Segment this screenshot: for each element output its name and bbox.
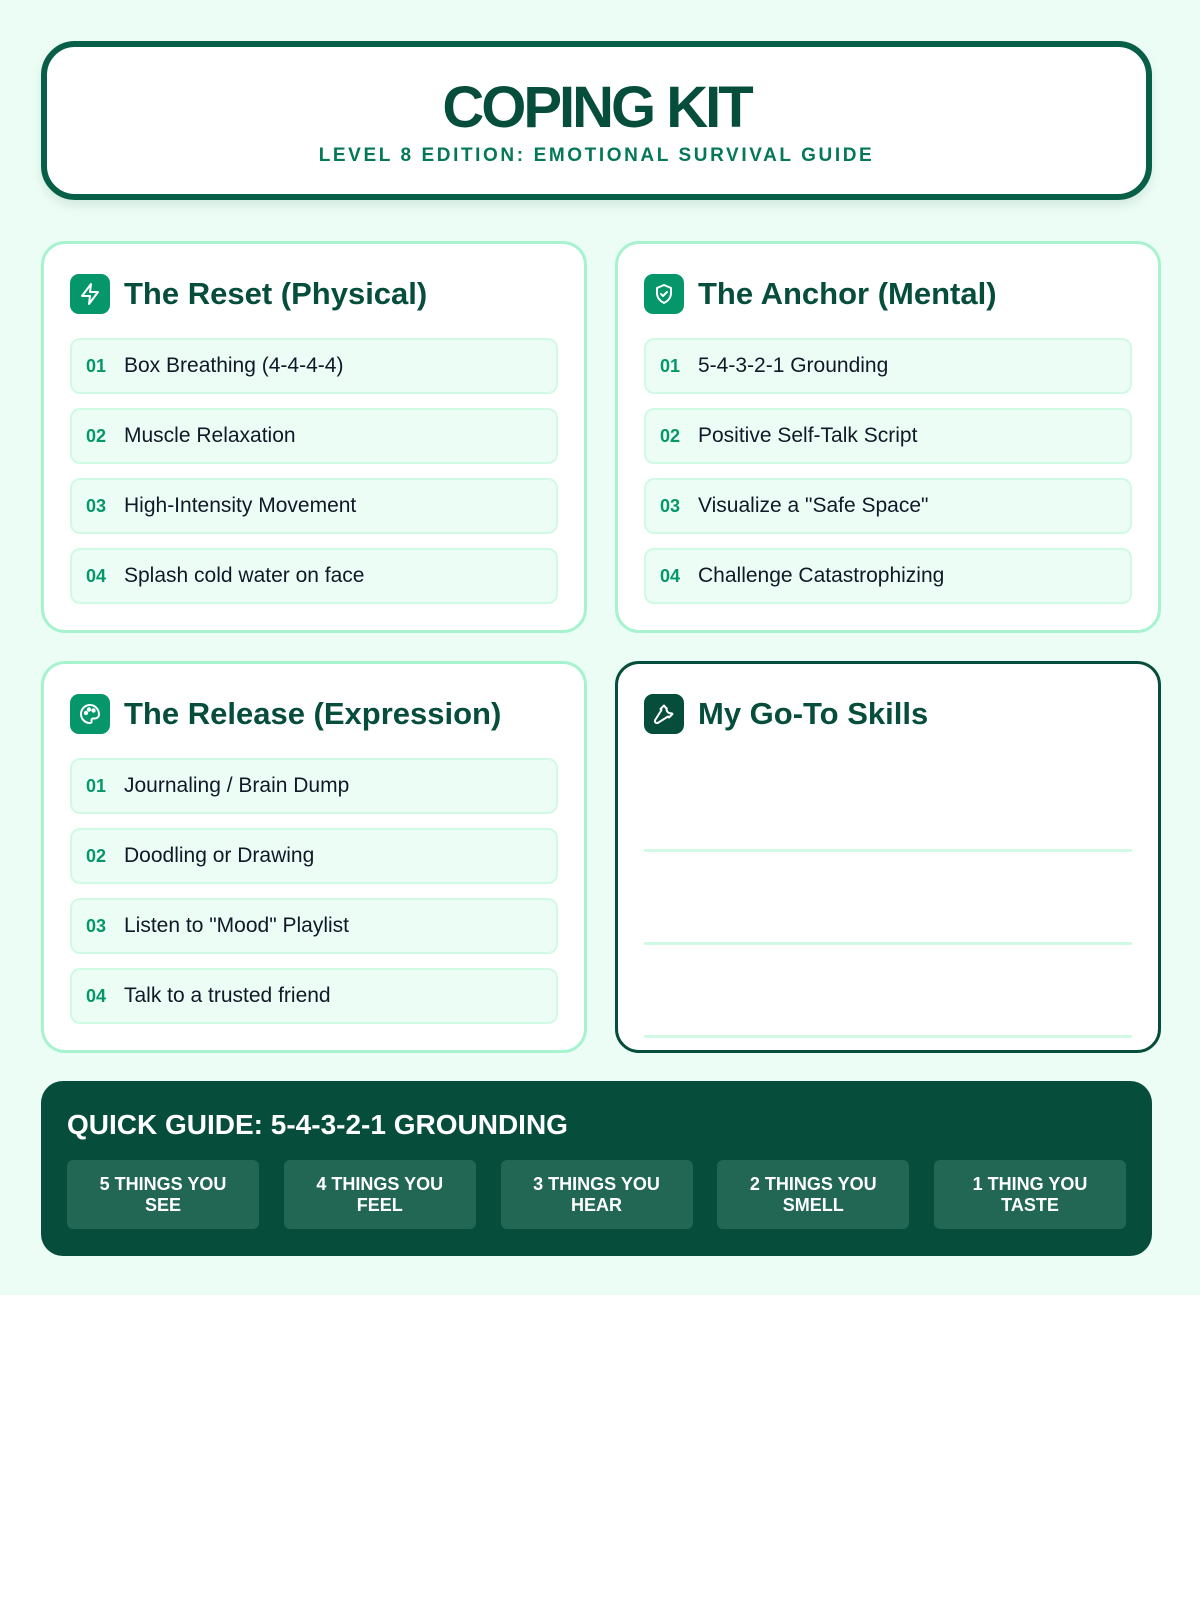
palette-icon <box>70 694 110 734</box>
item-number: 02 <box>86 845 107 866</box>
item-label: Journaling / Brain Dump <box>124 774 350 797</box>
item-number: 01 <box>86 355 107 376</box>
grounding-step: 4 THINGS YOU FEEL <box>284 1160 476 1229</box>
item-list <box>644 338 1132 618</box>
item-label: High-Intensity Movement <box>124 494 357 517</box>
writing-line[interactable] <box>644 948 1132 1038</box>
item-number: 04 <box>86 565 107 586</box>
list-item <box>70 338 558 394</box>
grounding-step: 2 THINGS YOU SMELL <box>717 1160 909 1229</box>
quick-guide-panel <box>41 1081 1152 1256</box>
item-number: 01 <box>86 775 107 796</box>
quick-guide-title: QUICK GUIDE: 5-4-3-2-1 GROUNDING <box>67 1109 568 1140</box>
list-item <box>70 968 558 1024</box>
card-header <box>70 274 427 314</box>
item-list <box>70 338 558 618</box>
item-number: 03 <box>86 915 107 936</box>
card-header <box>644 694 928 734</box>
item-number: 01 <box>660 355 681 376</box>
item-label: Splash cold water on face <box>124 564 365 587</box>
card-go-to-skills <box>615 661 1161 1053</box>
card-anchor <box>615 241 1161 633</box>
shield-check-icon <box>644 274 684 314</box>
card-title: The Release (Expression) <box>124 696 502 731</box>
item-label: Talk to a trusted friend <box>124 984 331 1007</box>
item-number: 04 <box>86 985 107 1006</box>
grounding-steps <box>67 1160 1126 1229</box>
grounding-step: 5 THINGS YOU SEE <box>67 1160 259 1229</box>
card-release <box>41 661 587 1053</box>
wrench-icon <box>644 694 684 734</box>
list-item <box>70 548 558 604</box>
list-item <box>644 338 1132 394</box>
item-number: 04 <box>660 565 681 586</box>
item-label: Positive Self-Talk Script <box>698 424 918 447</box>
list-item <box>70 758 558 814</box>
item-number: 02 <box>660 425 681 446</box>
item-number: 03 <box>660 495 681 516</box>
card-header <box>70 694 501 734</box>
item-label: Box Breathing (4-4-4-4) <box>124 354 344 377</box>
grounding-step: 1 THING YOU TASTE <box>934 1160 1126 1229</box>
item-label: 5-4-3-2-1 Grounding <box>698 354 889 377</box>
card-header <box>644 274 997 314</box>
card-title: My Go-To Skills <box>698 696 929 731</box>
list-item <box>644 408 1132 464</box>
card-title: The Anchor (Mental) <box>698 276 997 311</box>
item-number: 03 <box>86 495 107 516</box>
writing-line[interactable] <box>644 855 1132 945</box>
item-number: 02 <box>86 425 107 446</box>
item-label: Visualize a "Safe Space" <box>698 494 929 517</box>
writing-line[interactable] <box>644 762 1132 852</box>
item-label: Listen to "Mood" Playlist <box>124 914 350 937</box>
item-label: Challenge Catastrophizing <box>698 564 945 587</box>
grounding-step: 3 THINGS YOU HEAR <box>501 1160 693 1229</box>
card-title: The Reset (Physical) <box>124 276 428 311</box>
list-item <box>70 828 558 884</box>
lightning-icon <box>70 274 110 314</box>
writing-lines <box>644 762 1132 1041</box>
list-item <box>70 478 558 534</box>
item-label: Doodling or Drawing <box>124 844 315 867</box>
page-title: COPING KIT <box>442 75 751 140</box>
list-item <box>70 898 558 954</box>
list-item <box>644 478 1132 534</box>
list-item <box>70 408 558 464</box>
item-label: Muscle Relaxation <box>124 424 296 447</box>
page-subtitle: LEVEL 8 EDITION: EMOTIONAL SURVIVAL GUIDE <box>318 145 875 166</box>
card-reset <box>41 241 587 633</box>
list-item <box>644 548 1132 604</box>
item-list <box>70 758 558 1038</box>
header-banner <box>41 41 1152 200</box>
